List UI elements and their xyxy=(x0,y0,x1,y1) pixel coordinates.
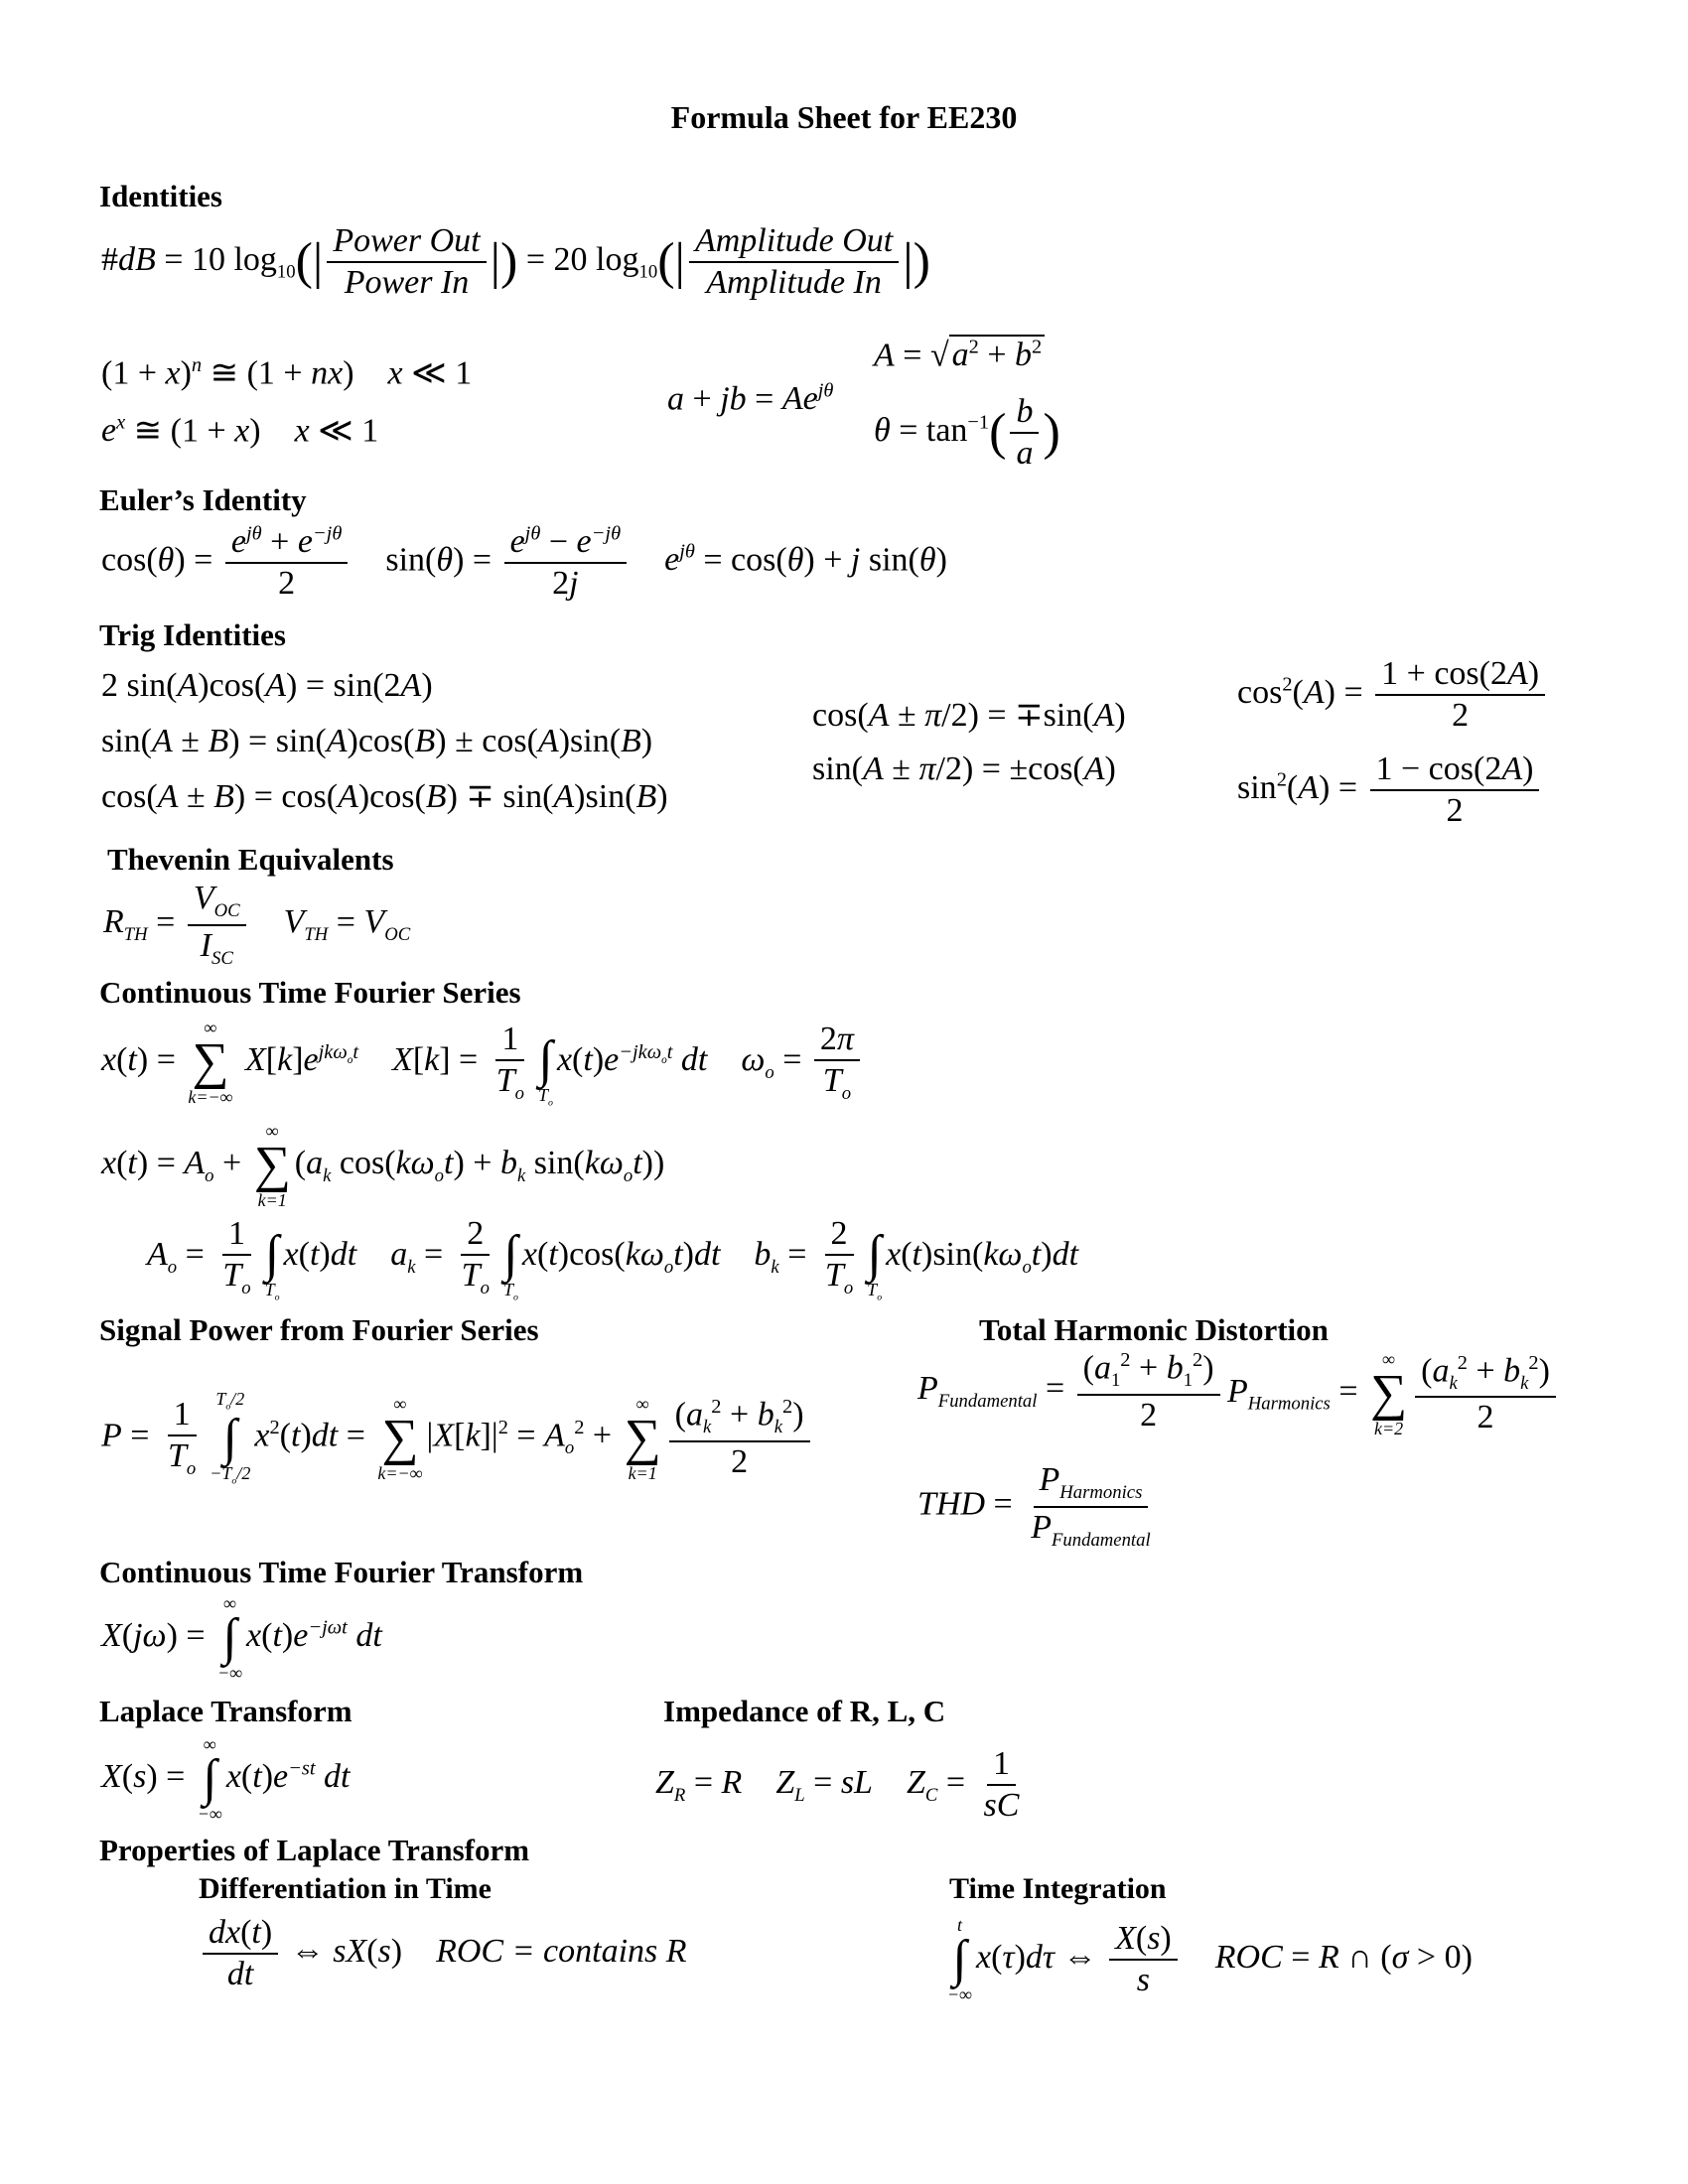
section-signal-power: Signal Power from Fourier Series xyxy=(99,1312,539,1347)
fourier-transform: X(jω) = ∞ ∫ −∞ $x(t)e^{-j\omega t}$ dt xyxy=(101,1593,382,1683)
subsection-differentiation: Differentiation in Time xyxy=(199,1872,492,1905)
section-ctft: Continuous Time Fourier Transform xyxy=(99,1555,584,1589)
fourier-series-synthesis: x(t) = ∞ ∑ k=−∞ $X[k]e^{jk\omega_ot}$ X[k] = $\frac{1}{T_o}$ ∫ $T_o$ $x(t)e^{-jk\omega_ot}$ dt $\omega_o$ = $\frac{2\pi}{T_o}$ xyxy=(101,1017,864,1109)
angle-formula: $\theta = \tan^{-1}$( $\frac{b}{a}$ ) xyxy=(874,393,1060,472)
double-angle: 2 sin(A)cos(A) = sin(2A) xyxy=(101,667,433,704)
thd-fundamental-subscript: Fundamental xyxy=(1052,1529,1151,1551)
differentiation-property: $\frac{dx(t)}{dt}$ ⇔ sX(s) ROC = contains R xyxy=(199,1916,687,1991)
thd-formula: THD = $\frac{P_{Harmonics}}{P_{Fundamental}}$ xyxy=(917,1461,1151,1551)
magnitude-formula: $A = √a^2 + b^2$ xyxy=(874,338,1045,372)
page-title: Formula Sheet for EE230 xyxy=(670,99,1018,135)
thd-harmonics-subscript: Harmonics xyxy=(1059,1481,1143,1503)
exponential-approx: $e^x$ ≅ (1 + x) x ≪ 1 xyxy=(101,412,379,450)
section-euler: Euler’s Identity xyxy=(99,482,307,517)
section-laplace-properties: Properties of Laplace Transform xyxy=(99,1833,530,1867)
amplitude-out-label: Amplitude Out xyxy=(689,224,899,263)
cosine-sum: cos(A ± B) = cos(A)cos(B) ∓ sin(A)sin(B) xyxy=(101,778,668,815)
section-trig: Trig Identities xyxy=(99,617,286,652)
binomial-approx: $(1 + x)^n$ ≅ (1 + nx) x ≪ 1 xyxy=(101,354,473,392)
sin-phase-shift: sin(A ± π/2) = ±cos(A) xyxy=(812,751,1116,787)
section-identities: Identities xyxy=(99,179,222,213)
power-in-label: Power In xyxy=(344,264,470,301)
power-out-label: Power Out xyxy=(327,224,486,263)
harmonics-power: $P_{Harmonics}$ = ∞ ∑ k=2 $\frac{(a_k^2 + b_k^2)}{2}$ xyxy=(1227,1350,1560,1437)
fundamental-power: $P_{Fundamental}$ = $\frac{(a_1^2 + b_1^2)}{2}$ xyxy=(917,1350,1224,1433)
harmonics-subscript: Harmonics xyxy=(1247,1393,1331,1415)
section-thevenin: Thevenin Equivalents xyxy=(107,842,394,877)
trig-fourier-series: $x(t) = A_o$ + ∞ ∑ k=1 ($a_k$ $\cos(k\omega_ot) + b_k$ $\sin(k\omega_ot)$) xyxy=(101,1121,665,1210)
cos-phase-shift: cos(A ± π/2) = ∓sin(A) xyxy=(812,697,1126,734)
sin-squared: $\sin^2(A)$ = $\frac{1 - \cos(2A)}{2}$ xyxy=(1237,752,1543,828)
section-thd: Total Harmonic Distortion xyxy=(979,1312,1329,1347)
sine-sum: sin(A ± B) = sin(A)cos(B) ± cos(A)sin(B) xyxy=(101,723,653,759)
parseval-power: P = $\frac{1}{T_o}$ $T_o/2$ ∫ $-T_o/2$ $x^2(t)dt$ = ∞ ∑ k=−∞ $|X[k]|^2 = A_o^2$ + ∞ ∑ k=1 $\frac{(a_k^2 + b_k^2)}{2}$ xyxy=(101,1390,814,1486)
subsection-time-integration: Time Integration xyxy=(949,1872,1167,1905)
roc-contains-text: ROC = contains R xyxy=(436,1932,687,1970)
fourier-coefficients: $A_o$ = $\frac{1}{T_o}$ ∫ $T_o$ x(t)dt $a_k$ = $\frac{2}{T_o}$ ∫ $T_o$ $x(t)\cos(k\omega_ot)dt$ $b_k$ = $\frac{2}{T_o}$ ∫ $T_o$ $x(t)\sin(k\omega_ot)dt$ xyxy=(147,1214,1079,1303)
impedance-formulas: $Z_R = R$ $Z_L$ = sL $Z_C$ = $\frac{1}{sC}$ xyxy=(655,1745,1020,1824)
thevenin-formulas: $R_{TH}$ = $\frac{V_{OC}}{I_{SC}}$ $V_{TH} = V_{OC}$ xyxy=(103,880,411,969)
fundamental-subscript: Fundamental xyxy=(937,1391,1038,1412)
euler-formulas: cos(θ) = $\frac{e^{j\theta} + e^{-j\theta}}{2}$ sin(θ) = $\frac{e^{j\theta} - e^{-j\theta}}{2j}$ $e^{j\theta} = \cos(\theta) + j$ sin(θ) xyxy=(101,523,947,603)
section-laplace: Laplace Transform xyxy=(99,1694,352,1728)
section-ctfs: Continuous Time Fourier Series xyxy=(99,975,521,1010)
laplace-transform: X(s) = ∞ ∫ −∞ $x(t)e^{-st}$ dt xyxy=(101,1734,351,1824)
amplitude-in-label: Amplitude In xyxy=(706,264,882,301)
decibel-formula: #dB = 10 $\log_{10}(|$ $\frac{\text{Power Out}}{\text{Power In}}$ |) = 20 $\log_{10}(|$ $\frac{\text{Amplitude Out}}{\text{Amplitude In}}$ |) xyxy=(101,222,930,301)
polar-form: a + jb = $Ae^{j\theta}$ xyxy=(667,380,834,418)
section-impedance: Impedance of R, L, C xyxy=(663,1694,946,1728)
cos-squared: $\cos^2(A)$ = $\frac{1 + \cos(2A)}{2}$ xyxy=(1237,657,1549,733)
integration-property: t ∫ −∞ x(τ)dτ ⇔ $\frac{X(s)}{s}$ ROC = R ∩ (σ > 0) xyxy=(947,1915,1473,2004)
